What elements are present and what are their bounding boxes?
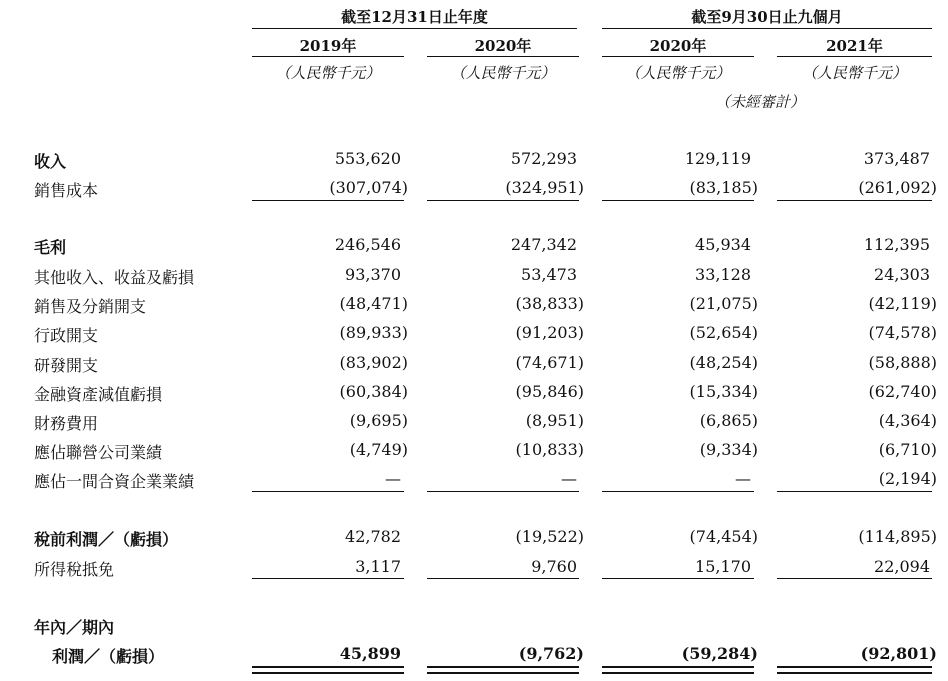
cell-gross-2020: 247,342 [510, 235, 577, 254]
row-label-revenue: 收入 [34, 152, 67, 171]
row-label-profit-before-tax: 稅前利潤／（虧損） [34, 530, 179, 549]
subtotal-rule-10 [427, 578, 579, 579]
row-label-income-tax: 所得稅抵免 [34, 560, 115, 579]
row-label-admin-expenses: 行政開支 [34, 326, 99, 345]
cell-other-2020: 53,473 [521, 265, 577, 284]
total-double-rule-1 [252, 666, 404, 674]
row-label-selling-expenses: 銷售及分銷開支 [34, 297, 147, 316]
cell-jv-9m2020: — [735, 469, 751, 488]
cell-associates-2020: (10,833) [515, 440, 584, 459]
subtotal-rule-2 [427, 200, 579, 201]
total-double-rule-2 [427, 666, 579, 674]
row-label-associates: 應佔聯營公司業績 [34, 443, 163, 462]
unaudited-note: （未經審計） [714, 93, 805, 111]
cell-cost-9m2021: (261,092) [858, 178, 937, 197]
column-rule-2 [427, 56, 579, 57]
row-label-joint-venture: 應佔一間合資企業業績 [34, 472, 195, 491]
subtotal-rule-4 [777, 200, 932, 201]
cell-selling-9m2021: (42,119) [868, 294, 937, 313]
column-year-4: 2021年 [826, 37, 883, 55]
cell-cost-2019: (307,074) [329, 178, 408, 197]
subtotal-rule-11 [602, 578, 754, 579]
column-year-1: 2019年 [299, 37, 357, 55]
cell-tax-2019: 3,117 [355, 557, 401, 576]
group-header-nine-months: 截至9月30日止九個月 [691, 8, 843, 26]
group-header-annual-rule [252, 28, 577, 29]
cell-jv-2020: — [561, 469, 577, 488]
total-double-rule-4 [777, 666, 932, 674]
subtotal-rule-12 [777, 578, 932, 579]
column-rule-4 [777, 56, 932, 57]
column-rule-1 [252, 56, 404, 57]
cell-other-9m2020: 33,128 [695, 265, 751, 284]
cell-impairment-9m2020: (15,334) [689, 382, 758, 401]
row-label-other-income: 其他收入、收益及虧損 [34, 268, 195, 287]
cell-admin-9m2021: (74,578) [868, 323, 937, 342]
cell-tax-9m2020: 15,170 [695, 557, 751, 576]
column-year-2: 2020年 [474, 37, 532, 55]
row-label-cost-of-sales: 銷售成本 [34, 181, 99, 200]
subtotal-rule-6 [427, 491, 579, 492]
subtotal-rule-8 [777, 491, 932, 492]
cell-associates-9m2021: (6,710) [878, 440, 937, 459]
subtotal-rule-5 [252, 491, 404, 492]
cell-finance-2020: (8,951) [525, 411, 584, 430]
cell-pbt-2020: (19,522) [515, 527, 584, 546]
group-header-nine-months-rule [602, 28, 932, 29]
subtotal-rule-1 [252, 200, 404, 201]
cell-jv-2019: — [385, 469, 401, 488]
row-label-impairment: 金融資產減值虧損 [34, 385, 163, 404]
cell-rnd-2019: (83,902) [339, 353, 408, 372]
cell-admin-2020: (91,203) [515, 323, 584, 342]
cell-impairment-2020: (95,846) [515, 382, 584, 401]
subtotal-rule-3 [602, 200, 754, 201]
cell-revenue-9m2021: 373,487 [863, 149, 930, 168]
cell-profit-9m2021: (92,801) [860, 644, 937, 663]
subtotal-rule-7 [602, 491, 754, 492]
cell-profit-2020: (9,762) [518, 644, 584, 663]
column-unit-4: （人民幣千元） [801, 64, 907, 82]
group-header-annual: 截至12月31日止年度 [341, 8, 488, 26]
row-label-gross-profit: 毛利 [34, 238, 67, 257]
cell-gross-9m2021: 112,395 [863, 235, 930, 254]
cell-selling-2020: (38,833) [515, 294, 584, 313]
cell-jv-9m2021: (2,194) [878, 469, 937, 488]
cell-finance-9m2021: (4,364) [878, 411, 937, 430]
cell-revenue-2020: 572,293 [510, 149, 577, 168]
row-label-finance-costs: 財務費用 [34, 414, 99, 433]
cell-cost-2020: (324,951) [505, 178, 584, 197]
cell-admin-2019: (89,933) [339, 323, 408, 342]
total-double-rule-3 [602, 666, 754, 674]
cell-finance-9m2020: (6,865) [699, 411, 758, 430]
column-unit-2: （人民幣千元） [450, 64, 556, 82]
cell-profit-2019: 45,899 [339, 644, 401, 663]
cell-pbt-9m2021: (114,895) [858, 527, 937, 546]
cell-finance-2019: (9,695) [349, 411, 408, 430]
cell-impairment-2019: (60,384) [339, 382, 408, 401]
cell-gross-2019: 246,546 [334, 235, 401, 254]
cell-cost-9m2020: (83,185) [689, 178, 758, 197]
column-year-3: 2020年 [649, 37, 707, 55]
row-label-rnd-expenses: 研發開支 [34, 356, 99, 375]
cell-associates-9m2020: (9,334) [699, 440, 758, 459]
cell-revenue-9m2020: 129,119 [684, 149, 751, 168]
cell-impairment-9m2021: (62,740) [868, 382, 937, 401]
column-unit-3: （人民幣千元） [625, 64, 731, 82]
cell-profit-9m2020: (59,284) [681, 644, 758, 663]
cell-selling-2019: (48,471) [339, 294, 408, 313]
cell-other-2019: 93,370 [345, 265, 401, 284]
row-label-period-line1: 年內／期內 [34, 618, 115, 637]
cell-pbt-9m2020: (74,454) [689, 527, 758, 546]
column-unit-1: （人民幣千元） [275, 64, 381, 82]
cell-tax-2020: 9,760 [531, 557, 577, 576]
cell-pbt-2019: 42,782 [345, 527, 401, 546]
cell-gross-9m2020: 45,934 [695, 235, 751, 254]
cell-rnd-9m2020: (48,254) [689, 353, 758, 372]
cell-revenue-2019: 553,620 [334, 149, 401, 168]
cell-admin-9m2020: (52,654) [689, 323, 758, 342]
cell-other-9m2021: 24,303 [874, 265, 930, 284]
cell-selling-9m2020: (21,075) [689, 294, 758, 313]
cell-rnd-9m2021: (58,888) [868, 353, 937, 372]
cell-tax-9m2021: 22,094 [874, 557, 930, 576]
column-rule-3 [602, 56, 754, 57]
cell-associates-2019: (4,749) [349, 440, 408, 459]
subtotal-rule-9 [252, 578, 404, 579]
cell-rnd-2020: (74,671) [515, 353, 584, 372]
row-label-period-line2: 利潤／（虧損） [52, 647, 165, 666]
